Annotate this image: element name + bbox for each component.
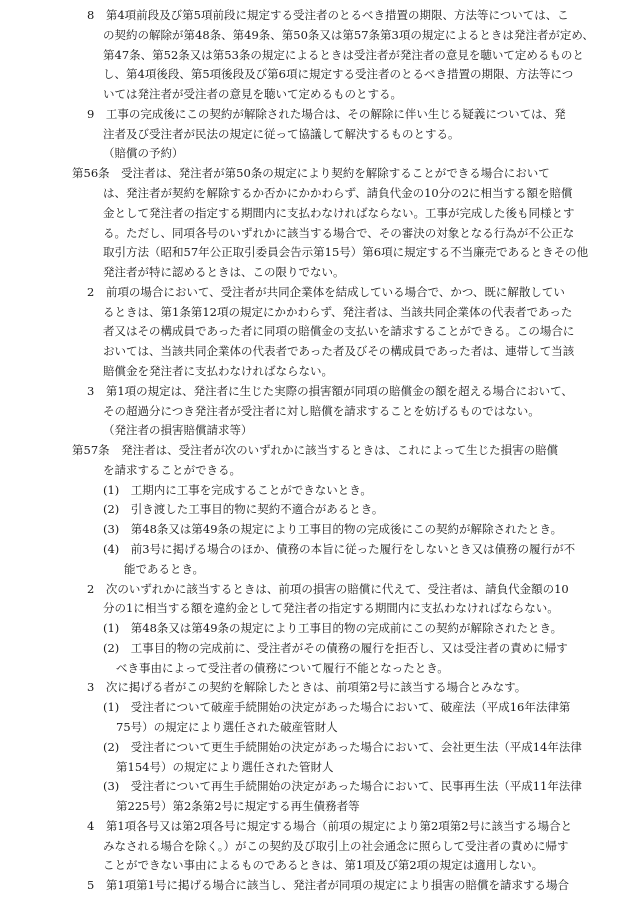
text-line: 第47条、第52条又は第53条の規定によるときは受注者が発注者の意見を聴いて定めるものと: [103, 47, 584, 62]
text-line: 能であるとき。: [124, 561, 205, 576]
list-item: (2) 引き渡した工事目的物に契約不適合があるとき。: [103, 502, 384, 517]
text-line: 第56条 受注者は、発注者が第50条の規定により契約を解除することができる場合において: [72, 166, 550, 181]
text-line: 取引方法（昭和57年公正取引委員会告示第15号）第6項に規定する不当廉売であるときその他: [103, 245, 589, 260]
text-line: べき事由によって受注者の債務について履行不能となったとき。: [116, 660, 449, 675]
section-heading: （発注者の損害賠償請求等）: [103, 423, 253, 438]
text-line: は、発注者が契約を解除するか否かにかかわらず、請負代金の10分の2に相当する額を賠償: [103, 186, 573, 200]
text-line: 4 第1項各号又は第2項各号に規定する場合（前項の規定により第2項第2号に該当する場合と: [87, 818, 573, 833]
text-line: 3 次に掲げる者がこの契約を解除したときは、前項第2号に該当する場合とみなす。: [87, 680, 527, 695]
text-line: おいては、当該共同企業体の代表者であった者及びその構成員であった者は、連帯して当該: [103, 344, 575, 359]
text-line: みなされる場合を除く。）がこの契約及び取引上の社会通念に照らして受注者の責めに帰す: [103, 838, 569, 853]
list-item: (1) 工期内に工事を完成することができないとき。: [103, 482, 372, 497]
text-line: の契約の解除が第48条、第49条、第50条又は第57条第3項の規定によるときは発注者が定め、: [103, 27, 594, 42]
text-line: その超過分につき発注者が受注者に対し賠償を請求することを妨げるものではない。: [103, 403, 540, 418]
text-line: 第57条 発注者は、受注者が次のいずれかに該当するときは、これによって生じた損害の賠償: [72, 443, 559, 458]
text-line: 金として発注者の指定する期間内に支払わなければならない。工事が完成した後も同様とす: [103, 205, 575, 220]
list-item: (1) 第48条又は第49条の規定により工事目的物の完成前にこの契約が解除されたとき。: [103, 621, 563, 636]
section-heading: （賠償の予約）: [103, 146, 184, 161]
text-line: るときは、第1条第12項の規定にかかわらず、発注者は、当該共同企業体の代表者であった: [103, 304, 573, 319]
text-line: る。ただし、同項各号のいずれかに該当する場合で、その審決の対象となる行為が不公正な: [103, 225, 575, 240]
list-item: (2) 受注者について更生手続開始の決定があった場合において、会社更生法（平成14年法律: [103, 739, 582, 754]
text-line: し、第4項後段、第5項後段及び第6項に規定する受注者のとるべき措置の期限、方法等につ: [103, 67, 574, 82]
text-line: 2 次のいずれかに該当するときは、前項の損害の賠償に代えて、受注者は、請負代金額の10: [87, 581, 569, 596]
text-line: ことができない事由によるものであるときは、第1項及び第2項の規定は適用しない。: [103, 858, 544, 873]
text-line: 75号）の規定により選任された破産管財人: [116, 720, 338, 734]
text-line: 第225号）第2条第2号に規定する再生債務者等: [116, 799, 360, 814]
text-line: いては発注者が受注者の意見を聴いて定めるものとする。: [103, 87, 402, 102]
list-item: (3) 第48条又は第49条の規定により工事目的物の完成後にこの契約が解除されたとき。: [103, 522, 563, 537]
text-line: 賠償金を発注者に支払わなければならない。: [103, 364, 333, 378]
text-line: 9 工事の完成後にこの契約が解除された場合は、その解除に伴い生じる疑義については、発: [87, 106, 566, 121]
list-item: (4) 前3号に掲げる場合のほか、債務の本旨に従った履行をしないとき又は債務の履行が不: [103, 542, 576, 556]
list-item: (3) 受注者について再生手続開始の決定があった場合において、民事再生法（平成11年法律: [103, 779, 582, 794]
text-line: 3 第1項の規定は、発注者に生じた実際の損害額が同項の賠償金の額を超える場合において、: [87, 383, 573, 398]
text-line: 5 第1項第1号に掲げる場合に該当し、発注者が同項の規定により損害の賠償を請求する場合: [87, 878, 569, 893]
text-line: 発注者が特に認めるときは、この限りでない。: [103, 265, 345, 280]
text-line: を請求することができる。: [103, 462, 241, 477]
text-line: 分の1に相当する額を違約金として発注者の指定する期間内に支払わなければならない。: [103, 601, 559, 616]
list-item: (1) 受注者について破産手続開始の決定があった場合において、破産法（平成16年法律第: [103, 700, 571, 715]
list-item: (2) 工事目的物の完成前に、受注者がその債務の履行を拒否し、又は受注者の責めに帰す: [103, 640, 568, 655]
text-line: 者又はその構成員であった者に同項の賠償金の支払いを請求することができる。この場合に: [103, 324, 575, 339]
text-line: 注者及び受注者が民法の規定に従って協議して解決するものとする。: [103, 126, 460, 141]
text-line: 2 前項の場合において、受注者が共同企業体を結成している場合で、かつ、既に解散してい: [87, 284, 565, 299]
text-line: 8 第4項前段及び第5項前段に規定する受注者のとるべき措置の期限、方法等については、こ: [87, 8, 569, 22]
text-line: 第154号）の規定により選任された管財人: [116, 759, 334, 774]
